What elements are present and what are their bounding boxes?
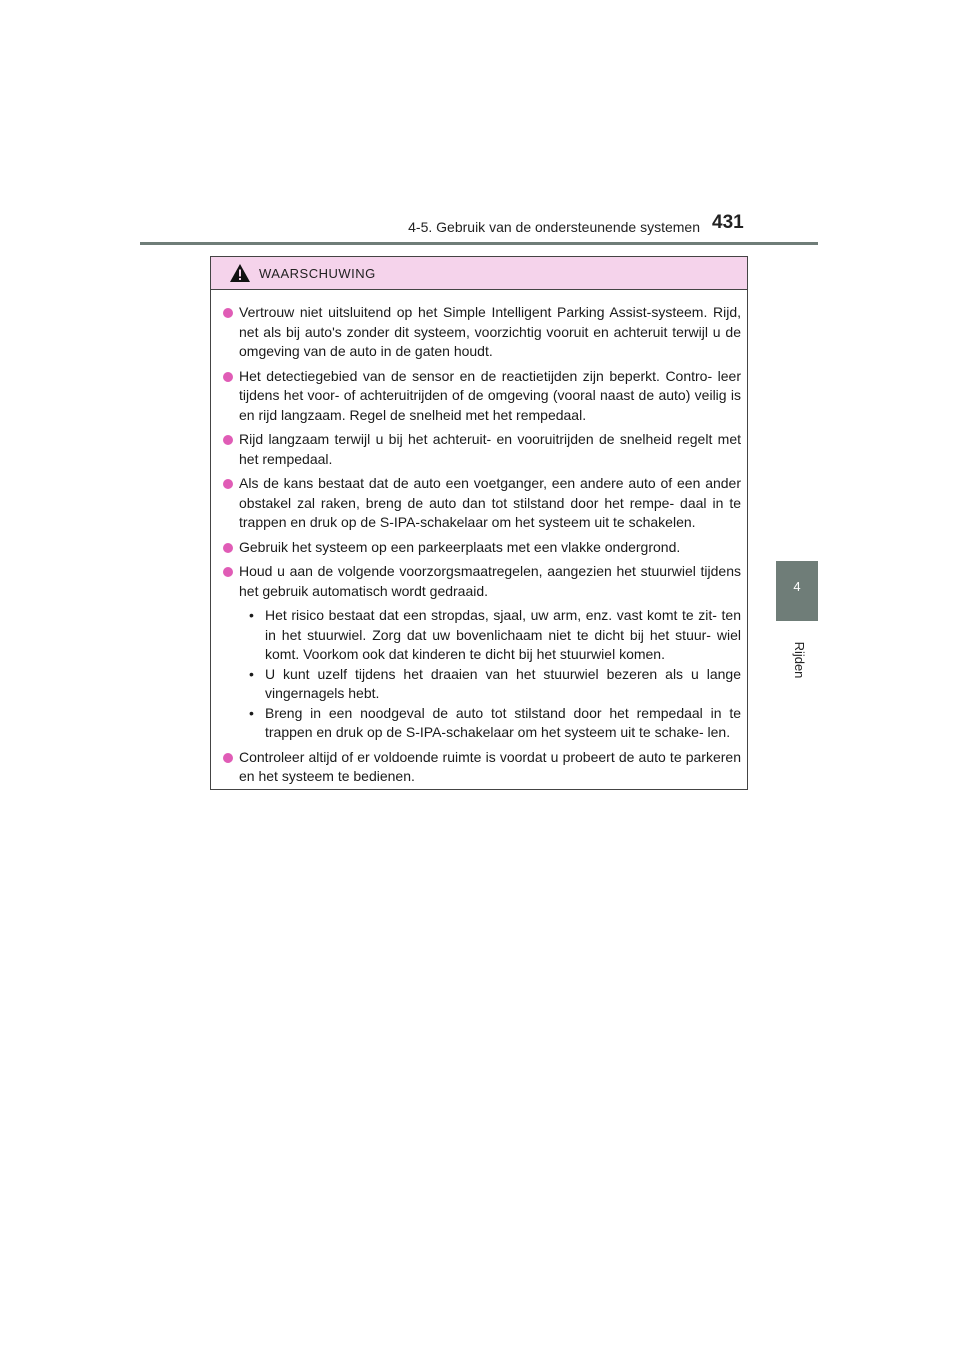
- bullet-dot-icon: [223, 753, 233, 763]
- sub-item-text: Breng in een noodgeval de auto tot stilstand door het rempedaal in te trappen en druk op de S-IPA-schakelaar om het systeem uit te schake- len.: [265, 704, 741, 740]
- header-rule: [140, 242, 818, 245]
- warning-item-text: Het detectiegebied van de sensor en de reactietijden zijn beperkt. Contro- leer tijdens het voor- of achteruitrijden of de omgeving (vooral naast de auto) veilig is en rijd langzaam. Regel de snelheid met het rempedaal.: [239, 367, 741, 423]
- warning-header: [211, 257, 747, 290]
- sub-bullet: •: [249, 665, 254, 682]
- warning-item-text: Als de kans bestaat dat de auto een voetganger, een andere auto of een ander obstakel zal raken, breng de auto dan tot stilstand door het rempe- daal in te trappen en druk op de S-IPA-schakelaar om het systeem uit te schakelen.: [239, 475, 741, 530]
- sub-item-text: U kunt uzelf tijdens het draaien van het stuurwiel bezeren als u lange vingernagels hebt.: [265, 665, 741, 701]
- warning-item: [223, 474, 741, 533]
- sub-bullet: •: [249, 607, 254, 623]
- warning-item-content: [239, 562, 741, 743]
- chapter-number: 4: [793, 579, 801, 594]
- warning-item: [223, 430, 741, 469]
- sub-item: [239, 606, 741, 665]
- warning-item: [223, 367, 741, 426]
- chapter-label: Rijden: [792, 641, 807, 679]
- warning-item: [223, 748, 741, 787]
- bullet-dot-icon: [223, 479, 233, 489]
- warning-item-text: Gebruik het systeem op een parkeerplaats met een vlakke ondergrond.: [239, 538, 681, 555]
- section-title: 4-5. Gebruik van de ondersteunende systemen: [408, 219, 700, 235]
- warning-item: [223, 303, 741, 362]
- warning-body: [211, 290, 747, 787]
- bullet-dot-icon: [223, 567, 233, 577]
- sub-item-text: Het risico bestaat dat een stropdas, sjaal, uw arm, enz. vast komt te zit- ten in het stuurwiel. Zorg dat uw bovenlichaam niet te dicht bij het stuur- wiel komt. Voorkom ook dat kinderen te dicht bij het stuurwiel komen.: [265, 607, 741, 662]
- sub-item: [239, 665, 741, 704]
- bullet-dot-icon: [223, 372, 233, 382]
- bullet-dot-icon: [223, 543, 233, 553]
- warning-item-text: Vertrouw niet uitsluitend op het Simple Intelligent Parking Assist-systeem. Rijd, net als bij auto's zonder dit systeem, voorzichtig vooruit en achteruit terwijl u de omgeving van de auto in de gaten houdt.: [239, 304, 741, 359]
- warning-box: [210, 256, 748, 790]
- warning-triangle-icon: [229, 263, 251, 283]
- page-number: 431: [712, 212, 744, 233]
- warning-item: [223, 538, 741, 558]
- warning-title: WAARSCHUWING: [259, 265, 376, 281]
- bullet-dot-icon: [223, 435, 233, 445]
- sub-bullet: •: [249, 704, 254, 721]
- bullet-dot-icon: [223, 308, 233, 318]
- warning-item-text: Houd u aan de volgende voorzorgsmaatregelen, aangezien het stuurwiel tijdens het gebruik automatisch wordt gedraaid.: [239, 563, 741, 599]
- warning-item-text: Controleer altijd of er voldoende ruimte is voordat u probeert de auto te parkeren en het systeem te bedienen.: [239, 748, 741, 784]
- sub-list: [239, 606, 741, 743]
- sub-item: [239, 704, 741, 743]
- warning-item: [223, 562, 741, 743]
- warning-item-text: Rijd langzaam terwijl u bij het achteruit- en vooruitrijden de snelheid regelt met het rempedaal.: [239, 431, 741, 467]
